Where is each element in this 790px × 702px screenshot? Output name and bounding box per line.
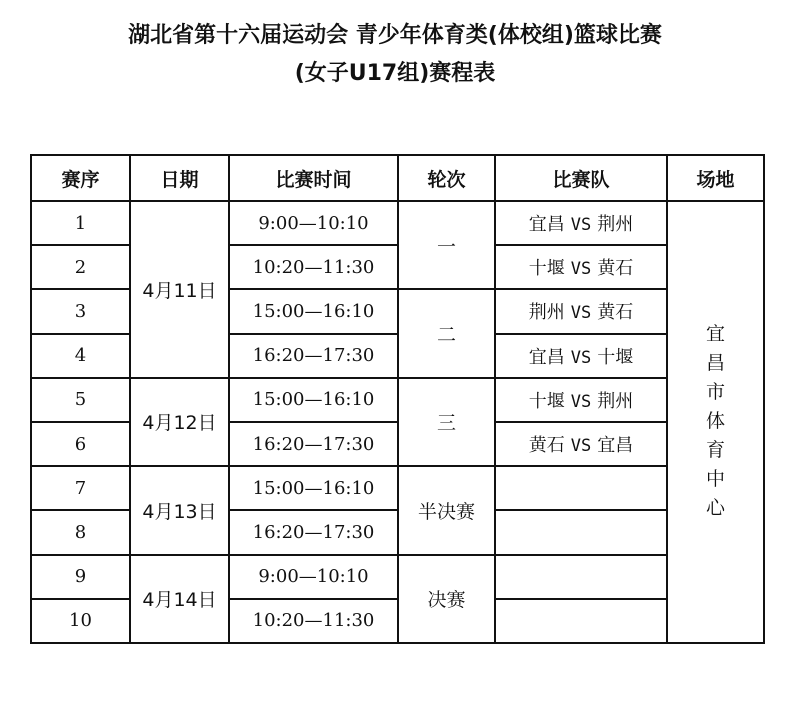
match-time: 10:20—11:30 [229, 245, 398, 289]
away-team: 黄石 [597, 302, 634, 324]
venue-char: 昌 [705, 352, 725, 375]
header-time: 比赛时间 [229, 155, 398, 201]
home-team: 荆州 [528, 302, 565, 324]
table-row [31, 201, 764, 245]
match-round: 三 [398, 378, 495, 466]
match-time: 16:20—17:30 [229, 510, 398, 554]
match-round: 半决赛 [398, 466, 495, 554]
venue-char: 体 [705, 410, 725, 433]
match-no: 3 [31, 289, 130, 333]
home-team: 十堰 [528, 390, 565, 412]
match-teams [495, 289, 667, 333]
venue-char: 育 [705, 439, 725, 462]
vs-label: VS [570, 391, 592, 412]
home-team: 宜昌 [528, 346, 565, 368]
match-time: 16:20—17:30 [229, 422, 398, 466]
venue-char: 心 [705, 497, 725, 520]
home-team: 黄石 [528, 435, 565, 457]
match-round: 二 [398, 289, 495, 377]
schedule-title-line2: (女子U17组)赛程表 [294, 61, 496, 86]
match-time: 15:00—16:10 [229, 289, 398, 333]
match-time: 9:00—10:10 [229, 201, 398, 245]
match-no: 1 [31, 201, 130, 245]
match-round: 决赛 [398, 555, 495, 643]
match-date: 4月12日 [130, 378, 229, 466]
header-venue: 场地 [667, 155, 764, 201]
header-date: 日期 [130, 155, 229, 201]
schedule-table [30, 154, 765, 644]
match-teams [495, 378, 667, 422]
home-team: 宜昌 [528, 214, 565, 236]
match-teams-empty [495, 555, 667, 599]
header-teams: 比赛队 [495, 155, 667, 201]
vs-label: VS [570, 259, 592, 280]
vs-label: VS [570, 215, 592, 236]
match-teams [495, 201, 667, 245]
match-teams-empty [495, 510, 667, 554]
vs-label: VS [570, 436, 592, 457]
table-row [31, 555, 764, 599]
venue-char: 宜 [705, 323, 725, 346]
table-row [31, 378, 764, 422]
vs-label: VS [570, 303, 592, 324]
match-date: 4月13日 [130, 466, 229, 554]
match-time: 15:00—16:10 [229, 466, 398, 510]
match-teams-empty [495, 599, 667, 643]
away-team: 宜昌 [597, 435, 634, 457]
match-time: 16:20—17:30 [229, 334, 398, 378]
match-no: 4 [31, 334, 130, 378]
table-row [31, 466, 764, 510]
schedule-title-line1: 湖北省第十六届运动会 青少年体育类(体校组)篮球比赛 [128, 23, 662, 48]
away-team: 荆州 [597, 214, 634, 236]
match-teams [495, 245, 667, 289]
match-no: 10 [31, 599, 130, 643]
match-teams-empty [495, 466, 667, 510]
match-no: 7 [31, 466, 130, 510]
away-team: 黄石 [597, 258, 634, 280]
match-date: 4月11日 [130, 201, 229, 378]
home-team: 十堰 [528, 258, 565, 280]
match-date: 4月14日 [130, 555, 229, 643]
venue-char: 中 [705, 468, 725, 491]
away-team: 十堰 [597, 346, 634, 368]
match-time: 10:20—11:30 [229, 599, 398, 643]
match-round: 一 [398, 201, 495, 289]
match-no: 6 [31, 422, 130, 466]
match-no: 9 [31, 555, 130, 599]
header-row [31, 155, 764, 201]
header-match-no: 赛序 [31, 155, 130, 201]
match-venue [667, 201, 764, 643]
vs-label: VS [570, 347, 592, 368]
match-no: 5 [31, 378, 130, 422]
header-round: 轮次 [398, 155, 495, 201]
away-team: 荆州 [597, 390, 634, 412]
match-time: 15:00—16:10 [229, 378, 398, 422]
match-no: 2 [31, 245, 130, 289]
match-teams [495, 422, 667, 466]
match-no: 8 [31, 510, 130, 554]
match-teams [495, 334, 667, 378]
venue-char: 市 [705, 381, 725, 404]
match-time: 9:00—10:10 [229, 555, 398, 599]
